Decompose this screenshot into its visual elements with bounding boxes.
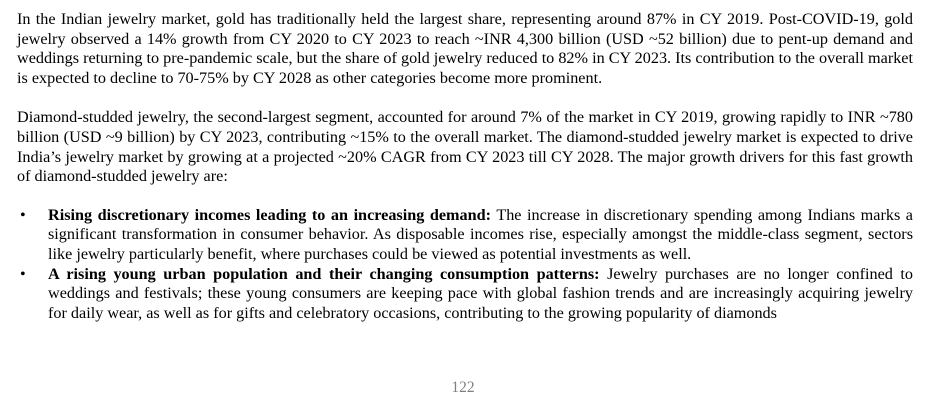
page-number: 122	[451, 379, 475, 396]
list-item	[17, 265, 913, 324]
paragraph-diamond-segment: Diamond-studded jewelry, the second-largest segment, accounted for around 7% of the market in CY 2019, growing rapidly to INR ~780 billion (USD ~9 billion) by CY 2023, contributing ~15% to the overall market. The diamond-studded jewelry market is expected to drive India’s jewelry market by growing at a projected ~20% CAGR from CY 2023 till CY 2028. The major growth drivers for this fast growth of diamond-studded jewelry are:	[17, 108, 913, 186]
growth-drivers-list	[17, 206, 913, 324]
paragraph-gold-share: In the Indian jewelry market, gold has traditionally held the largest share, representing around 87% in CY 2019. Post-COVID-19, gold jewelry observed a 14% growth from CY 2020 to CY 2023 to reach ~INR 4,300 billion (USD ~52 billion) due to pent-up demand and weddings returning to pre-pandemic scale, but the share of gold jewelry reduced to 82% in CY 2023. Its contribution to the overall market is expected to decline to 70-75% by CY 2028 as other categories become more prominent.	[17, 10, 913, 87]
bullet-text: Jewelry purchases are no longer confined to weddings and festivals; these young consumers are keeping pace with global fashion trends and are increasingly acquiring jewelry for daily wear, as well as for gifts and celebratory occasions, contributing to the growing popularity of diamonds	[48, 264, 914, 322]
bullet-text: The increase in discretionary spending among Indians marks a significant transformation in consumer behavior. As disposable incomes rise, especially amongst the middle-class segment, sectors like jewelry particularly benefit, where purchases could be viewed as potential investments as well.	[48, 205, 913, 263]
bullet-heading: Rising discretionary incomes leading to an increasing demand:	[48, 205, 492, 224]
bullet-heading: A rising young urban population and their changing consumption patterns:	[48, 264, 600, 283]
list-item	[17, 206, 913, 265]
bullet-icon: •	[20, 264, 26, 283]
document-page	[17, 10, 913, 323]
bullet-icon: •	[20, 205, 26, 224]
